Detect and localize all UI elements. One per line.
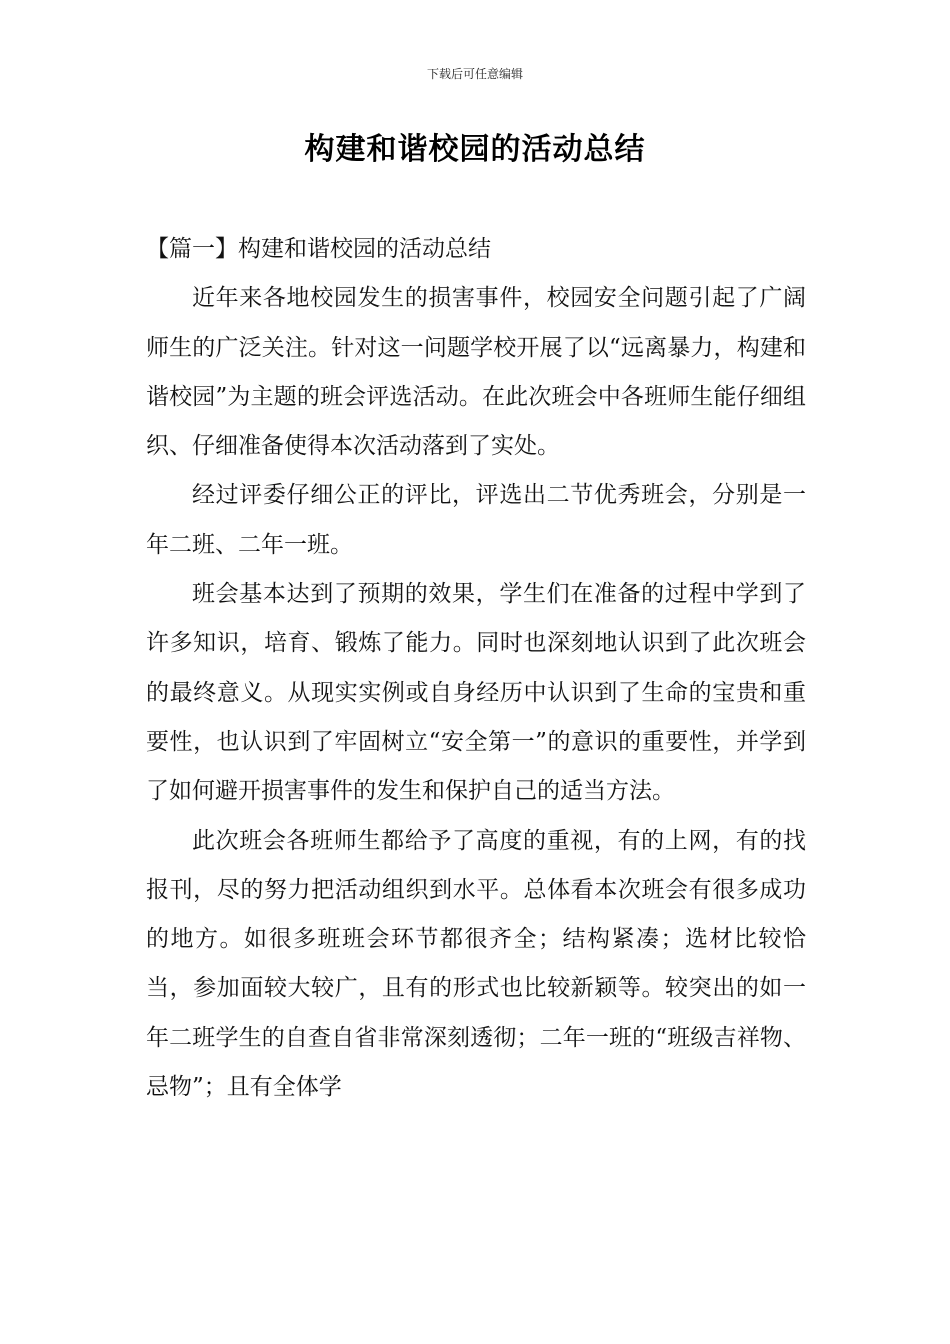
paragraph-2: 经过评委仔细公正的评比，评选出二节优秀班会，分别是一年二班、二年一班。 — [146, 482, 806, 558]
section-heading: 【篇一】构建和谐校园的活动总结 — [146, 236, 491, 262]
document-body — [146, 225, 806, 1112]
header-note: 下载后可任意编辑 — [426, 67, 523, 81]
paragraph-4: 此次班会各班师生都给予了高度的重视，有的上网，有的找报刊，尽的努力把活动组织到水平。总体看本次班会有很多成功的地方。如很多班班会环节都很齐全；结构紧凑；选材比较恰当，参加面较大较广，且有的形式也比较新颖等。较突出的如一年二班学生的自查自省非常深刻透彻；二年一班的“班级吉祥物、忌物”；且有全体学 — [146, 827, 806, 1101]
paragraph-3: 班会基本达到了预期的效果，学生们在准备的过程中学到了许多知识，培育、锻炼了能力。同时也深刻地认识到了此次班会的最终意义。从现实实例或自身经历中认识到了生命的宝贵和重要性，也认识到了牢固树立“安全第一”的意识的重要性，并学到了如何避开损害事件的发生和保护自己的适当方法。 — [146, 581, 806, 805]
paragraph-1: 近年来各地校园发生的损害事件，校园安全问题引起了广阔师生的广泛关注。针对这一问题学校开展了以“远离暴力，构建和谐校园”为主题的班会评选活动。在此次班会中各班师生能仔细组织、仔细准备使得本次活动落到了实处。 — [146, 285, 806, 460]
document-title: 构建和谐校园的活动总结 — [304, 132, 646, 167]
